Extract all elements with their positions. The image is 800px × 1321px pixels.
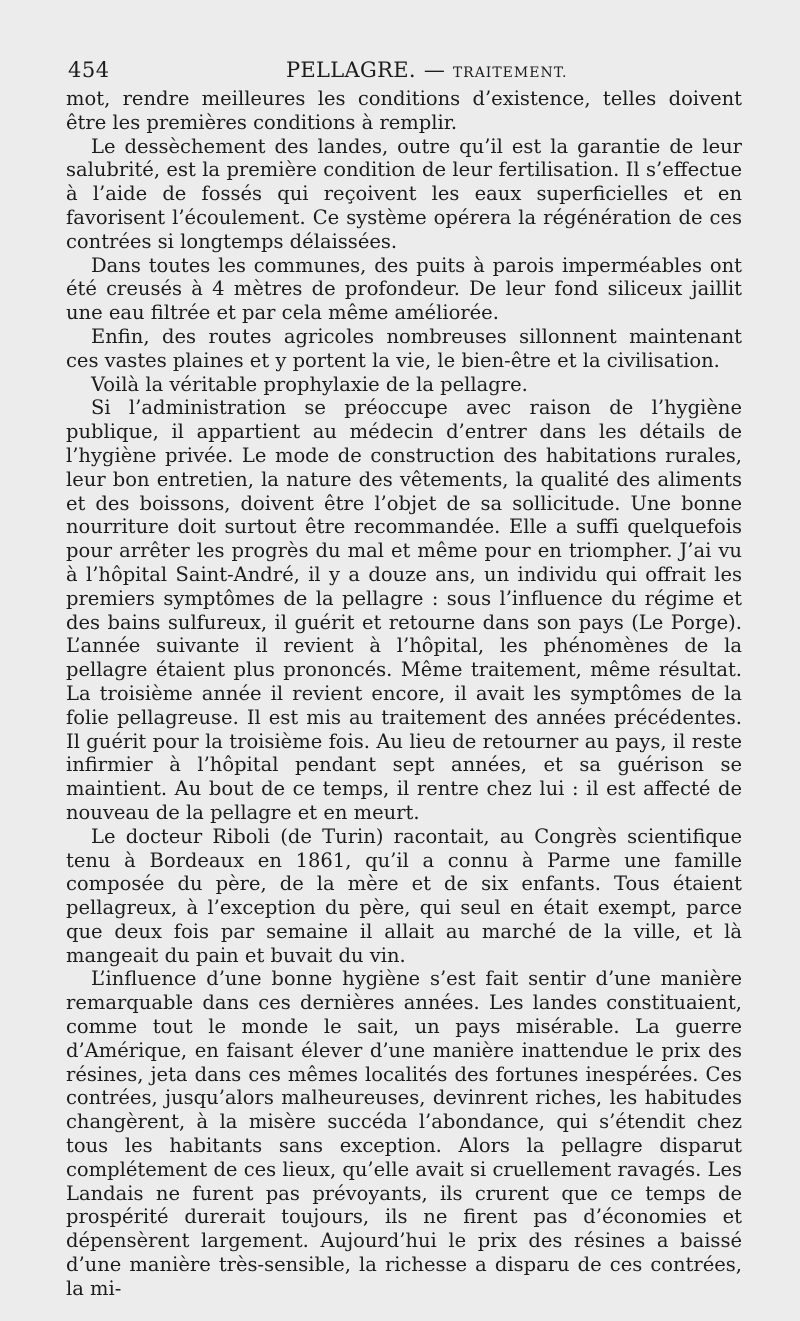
running-head — [286, 58, 567, 82]
page-number: 454 — [68, 58, 110, 82]
paragraph-riboli: Le docteur Riboli (de Turin) racontait, au Congrès scientifique tenu à Bordeaux en 1861, qu’il a connu à Parme une famille composée du père, de la mère et de six enfants. Tous étaient pellagreux, à l’exception du père, qui seul en était exempt, parce que deux fois par semaine il allait au marché de la ville, et là mangeait du pain et buvait du vin. — [66, 824, 742, 967]
running-head-dash: — — [423, 58, 445, 82]
paragraph-puits: Dans toutes les communes, des puits à parois imperméables ont été creusés à 4 mètres de profondeur. De leur fond siliceux jaillit une eau filtrée et par cela même améliorée. — [66, 253, 742, 325]
running-head-section: TRAITEMENT. — [452, 65, 568, 81]
paragraph-continuation: mot, rendre meilleures les conditions d’existence, telles doivent être les premières conditions à remplir. — [66, 87, 742, 134]
page-header — [68, 56, 740, 84]
paragraph-influence: L’influence d’une bonne hygiène s’est fait sentir d’une manière remarquable dans ces dernières années. Les landes constituaient, comme tout le monde le sait, un pays misérable. La guerre d’Amérique, en faisant élever d’une manière inattendue le prix des résines, jeta dans ces mêmes localités des fortunes inespérées. Ces contrées, jusqu’alors malheureuses, devinrent riches, les habitudes changèrent, à la misère succéda l’abondance, qui s’étendit chez tous les habitants sans exception. Alors la pellagre disparut complétement de ces lieux, qu’elle avait si cruellement ravagés. Les Landais ne furent pas prévoyants, ils crurent que ce temps de prospérité durerait toujours, ils ne firent pas d’économies et dépensèrent largement. Aujourd’hui le prix des résines a baissé d’une manière très-sensible, la richesse a disparu de ces contrées, la mi- — [66, 967, 742, 1300]
paragraph-prophylaxie: Voilà la véritable prophylaxie de la pellagre. — [91, 372, 528, 396]
paragraph-routes: Enfin, des routes agricoles nombreuses sillonnent maintenant ces vastes plaines et y portent la vie, le bien-être et la civilisation. — [66, 324, 742, 372]
paragraph-hygiene-privee: Si l’administration se préoccupe avec raison de l’hygiène publique, il appartient au médecin d’entrer dans les détails de l’hygiène privée. Le mode de construction des habitations rurales, leur bon entretien, la nature des vêtements, la qualité des aliments et des boissons, doivent être l’objet de sa sollicitude. Une bonne nourriture doit surtout être recommandée. Elle a suffi quelquefois pour arrêter les progrès du mal et même pour en triompher. J’ai vu à l’hôpital Saint-André, il y a douze ans, un individu qui offrait les premiers symptômes de la pellagre : sous l’influence du régime et des bains sulfureux, il guérit et retourne dans son pays (Le Porge). L’année suivante il revient à l’hôpital, les phénomènes de la pellagre étaient plus prononcés. Même traitement, même résultat. La troisième année il revient encore, il avait les symptômes de la folie pellagreuse. Il est mis au traitement des années précédentes. Il guérit pour la troisième fois. Au lieu de retourner au pays, il reste infirmier à l’hôpital pendant sept années, et sa guérison se maintient. Au bout de ce temps, il rentre chez lui : il est affecté de nouveau de la pellagre et en meurt. — [66, 396, 742, 824]
body-text — [66, 87, 742, 1301]
running-head-title: PELLAGRE. — [286, 58, 416, 82]
paragraph-dessechement: Le dessèchement des landes, outre qu’il est la garantie de leur salubrité, est la première condition de leur fertilisation. Il s’effectue à l’aide de fossés qui reçoivent les eaux superficielles et en favorisent l’écoulement. Ce système opérera la régénération de ces contrées si longtemps délaissées. — [66, 134, 742, 253]
